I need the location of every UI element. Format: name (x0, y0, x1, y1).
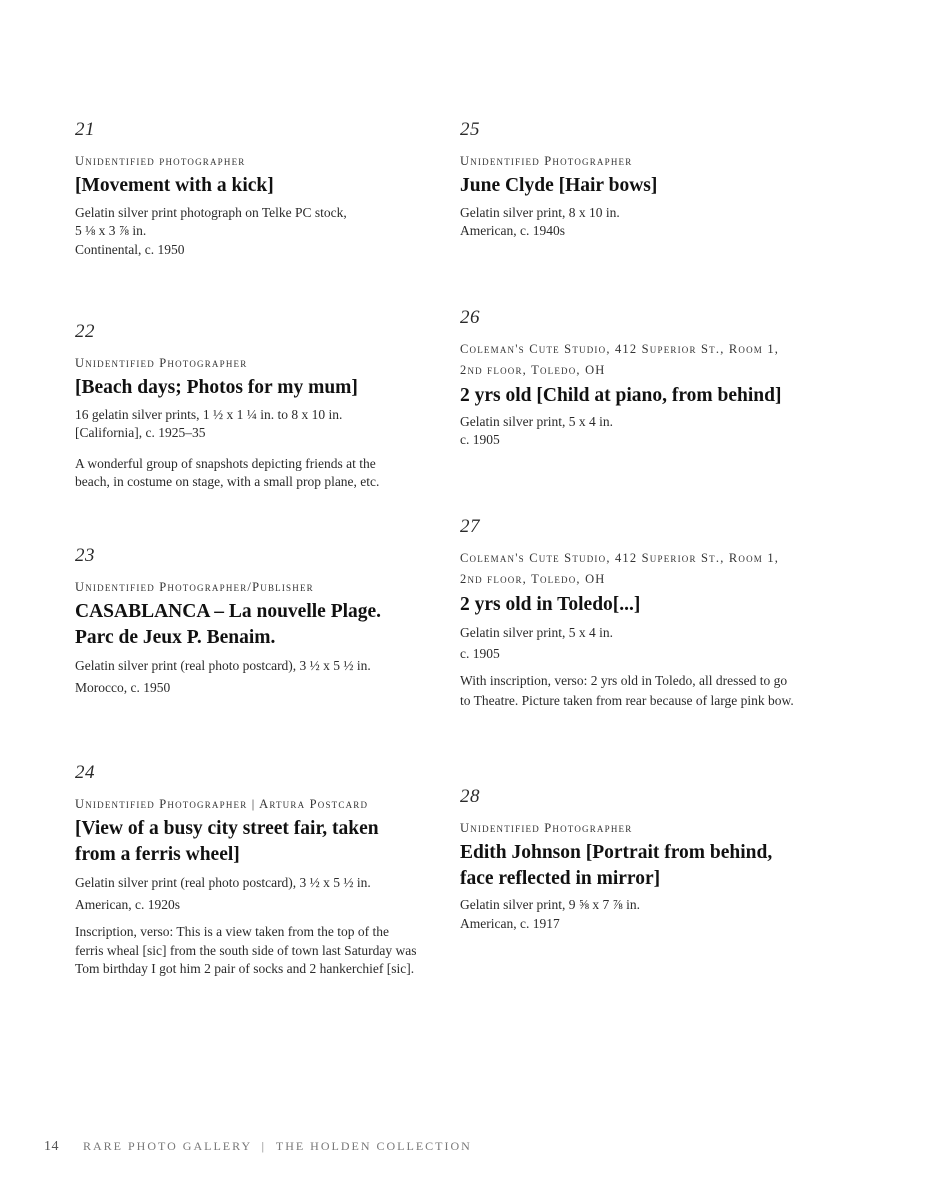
lot-number: 27 (460, 516, 480, 537)
footer-text: RARE PHOTO GALLERY | THE HOLDEN COLLECTION (83, 1139, 472, 1153)
detail-line: [California], c. 1925–35 (75, 425, 206, 441)
catalog-entry (75, 546, 415, 698)
photographer: Unidentified Photographer | Artura Postcard (75, 797, 369, 811)
detail-line: c. 1905 (460, 646, 500, 662)
lot-details (460, 622, 805, 665)
lot-number: 23 (75, 545, 95, 566)
catalog-entry (75, 322, 415, 492)
detail-line: Gelatin silver print (real photo postcard), 3 ½ x 5 ½ in. (75, 657, 371, 673)
detail-line: Continental, c. 1950 (75, 241, 185, 257)
photographer: Coleman's Cute Studio, 412 Superior St., Room 1, 2nd floor, Toledo, OH (460, 342, 780, 378)
detail-line: Gelatin silver print, 5 x 4 in. (460, 624, 613, 640)
detail-line: Gelatin silver print, 5 x 4 in. (460, 413, 613, 429)
detail-line: Gelatin silver print photograph on Telke PC stock, (75, 204, 347, 220)
catalog-entry (75, 120, 405, 259)
lot-details (75, 872, 425, 915)
lot-details (75, 406, 415, 443)
lot-title: June Clyde [Hair bows] (460, 175, 658, 197)
lot-details (460, 413, 800, 450)
detail-line: Gelatin silver print (real photo postcard), 3 ½ x 5 ½ in. (75, 874, 371, 890)
photographer: Unidentified Photographer (460, 821, 633, 835)
detail-line: c. 1905 (460, 432, 500, 448)
lot-title: [Beach days; Photos for my mum] (75, 377, 358, 399)
catalog-entry (460, 517, 805, 712)
detail-line: Gelatin silver print, 9 ⅝ x 7 ⅞ in. (460, 896, 640, 912)
lot-number: 22 (75, 321, 95, 342)
lot-number: 24 (75, 762, 95, 783)
lot-number: 25 (460, 119, 480, 140)
lot-details (460, 204, 810, 241)
detail-line: American, c. 1920s (75, 896, 180, 912)
lot-title: 2 yrs old in Toledo[...] (460, 593, 641, 615)
lot-title: Edith Johnson [Portrait from behind, face reflected in mirror] (460, 842, 773, 889)
lot-number: 28 (460, 786, 480, 807)
lot-title: CASABLANCA – La nouvelle Plage. Parc de Jeux P. Benaim. (75, 601, 382, 648)
detail-line: 5 ⅛ x 3 ⅞ in. (75, 223, 147, 239)
catalog-entry (75, 763, 425, 979)
catalog-entry (460, 787, 800, 933)
lot-details (460, 896, 800, 933)
detail-line: American, c. 1917 (460, 915, 560, 931)
lot-note: With inscription, verso: 2 yrs old in Toledo, all dressed to go to Theatre. Picture taken from rear because of large pink bow. (460, 673, 794, 709)
detail-line: Gelatin silver print, 8 x 10 in. (460, 204, 620, 220)
lot-details (75, 204, 405, 260)
lot-title: 2 yrs old [Child at piano, from behind] (460, 384, 782, 406)
photographer: Coleman's Cute Studio, 412 Superior St., Room 1, 2nd floor, Toledo, OH (460, 551, 780, 587)
lot-note: A wonderful group of snapshots depicting friends at the beach, in costume on stage, with a small prop plane, etc. (75, 455, 380, 490)
lot-number: 21 (75, 119, 95, 140)
detail-line: 16 gelatin silver prints, 1 ½ x 1 ¼ in. to 8 x 10 in. (75, 406, 343, 422)
detail-line: Morocco, c. 1950 (75, 679, 171, 695)
photographer: Unidentified photographer (75, 154, 246, 168)
lot-title: [Movement with a kick] (75, 175, 274, 197)
lot-note: Inscription, verso: This is a view taken from the top of the ferris wheal [sic] from the south side of town last Saturday was Tom birthday I got him 2 pair of socks and 2 hankerchief [sic]. (75, 924, 417, 977)
photographer: Unidentified Photographer/Publisher (75, 580, 314, 594)
lot-details (75, 655, 415, 698)
photographer: Unidentified Photographer (460, 154, 633, 168)
catalog-entry (460, 120, 810, 241)
lot-number: 26 (460, 307, 480, 328)
lot-title: [View of a busy city street fair, taken from a ferris wheel] (75, 818, 379, 865)
catalog-entry (460, 308, 800, 450)
page-number: 14 (44, 1139, 59, 1154)
detail-line: American, c. 1940s (460, 223, 565, 239)
page-footer (44, 1139, 472, 1155)
photographer: Unidentified Photographer (75, 356, 248, 370)
